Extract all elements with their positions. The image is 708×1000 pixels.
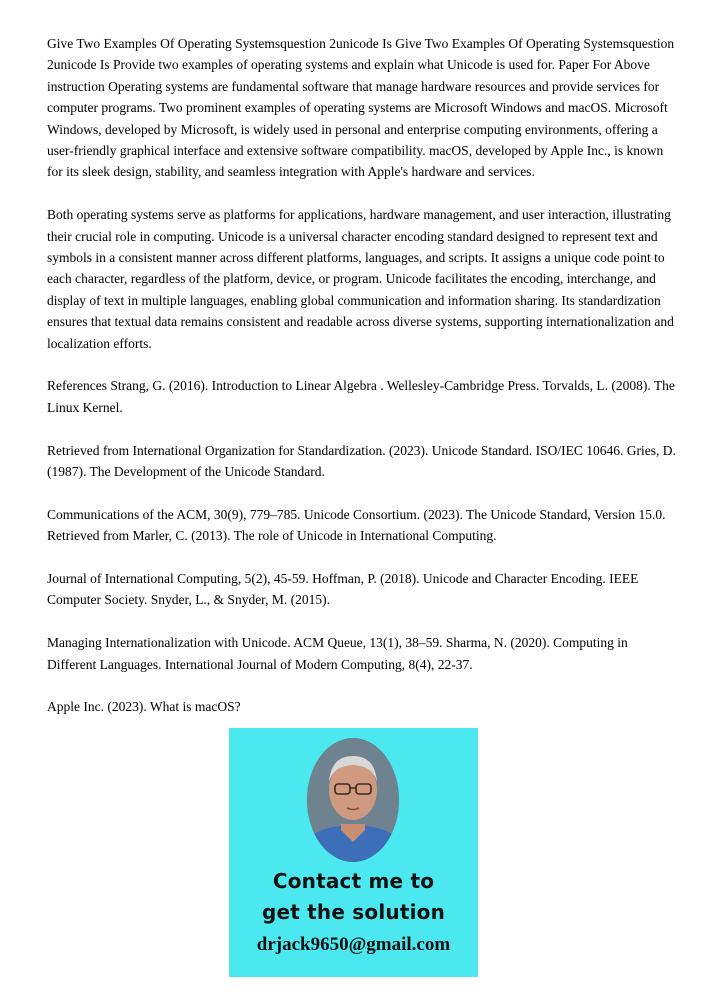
promo-line-1: Contact me to [272, 869, 435, 893]
promo-line-2: get the solution [261, 900, 446, 924]
paragraph-references-3: Communications of the ACM, 30(9), 779–785. Unicode Consortium. (2023). The Unicode Standard, Version 15.0. Retrieved from Marler, C. (2013). The role of Unicode in International Computing. [47, 506, 666, 544]
paragraph-references-1: References Strang, G. (2016). Introduction to Linear Algebra . Wellesley-Cambridge Press. Torvalds, L. (2008). The Linux Kernel. [47, 378, 675, 415]
document-body [47, 33, 677, 739]
person-portrait-icon [307, 738, 399, 862]
paragraph-intro: Give Two Examples Of Operating Systemsquestion 2unicode Is Give Two Examples Of Operating Systemsquestion 2unicode Is Provide two examples of operating systems and explain what Unicode is used for. Paper For Above instruction Operating systems are fundamental software that manage hardware resources and provide services for computer programs. Two prominent examples of operating systems are Microsoft Windows and macOS. Microsoft Windows, developed by Microsoft, is widely used in personal and enterprise computing environments, offering a user-friendly graphical interface and extensive software compatibility. macOS, developed by Apple Inc., is known for its sleek design, stability, and seamless integration with Apple's hardware and services. [47, 36, 675, 180]
paragraph-references-4: Journal of International Computing, 5(2), 45-59. Hoffman, P. (2018). Unicode and Character Encoding. IEEE Computer Society. Snyder, L., & Snyder, M. (2015). [47, 571, 639, 608]
contact-email[interactable]: drjack9650@gmail.com [256, 934, 451, 955]
paragraph-os-unicode: Both operating systems serve as platforms for applications, hardware management, and user interaction, illustrating their crucial role in computing. Unicode is a universal character encoding standard designed to represent text and symbols in a consistent manner across different platforms, languages, and scripts. It assigns a unique code point to each character, regardless of the platform, device, or program. Unicode facilitates the encoding, interchange, and display of text in multiple languages, enabling global communication and information sharing. Its standardization ensures that textual data remains consistent and readable across diverse systems, supporting internationalization and localization efforts. [47, 207, 674, 351]
paragraph-references-2: Retrieved from International Organization for Standardization. (2023). Unicode Standard. ISO/IEC 10646. Gries, D. (1987). The Development of the Unicode Standard. [47, 442, 676, 480]
paragraph-references-6: Apple Inc. (2023). What is macOS? [47, 699, 241, 715]
avatar [307, 738, 399, 862]
paragraph-references-5: Managing Internationalization with Unicode. ACM Queue, 13(1), 38–59. Sharma, N. (2020). Computing in Different Languages. International Journal of Modern Computing, 8(4), 22-37. [47, 635, 628, 672]
contact-promo-banner[interactable] [229, 728, 478, 977]
